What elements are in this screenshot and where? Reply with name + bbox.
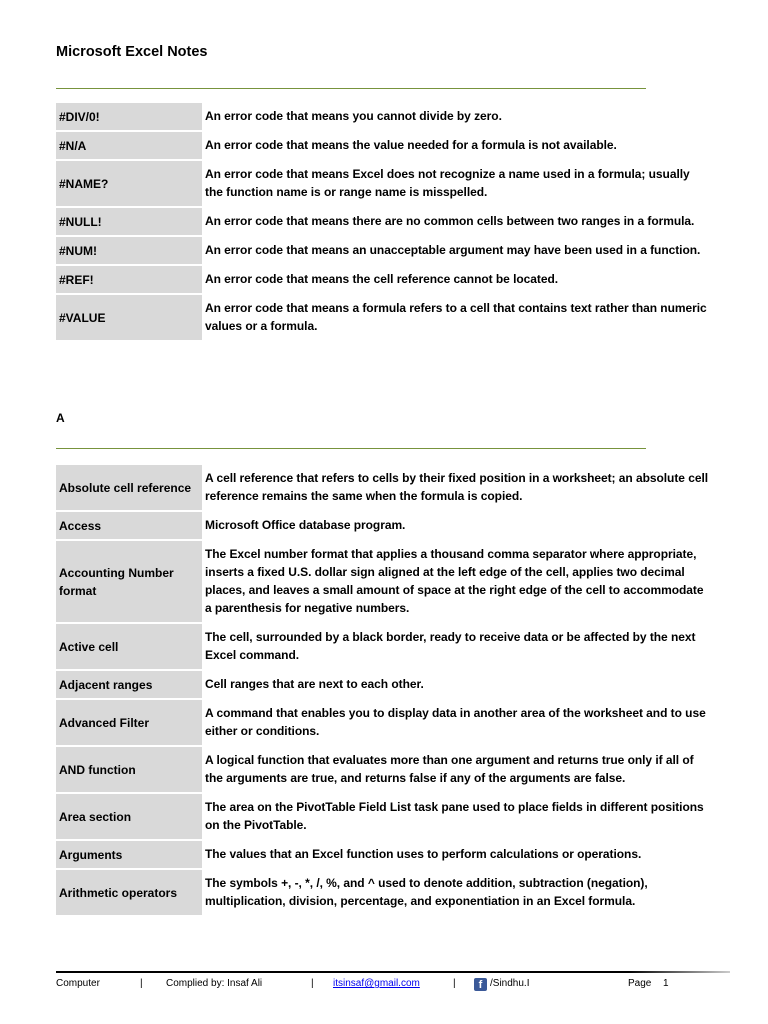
term-cell: Arithmetic operators (56, 870, 202, 917)
section-divider (56, 448, 646, 449)
term-cell: #NUM! (56, 237, 202, 266)
footer-social-handle: /Sindhu.I (490, 978, 530, 989)
definition-cell: An error code that means a formula refers to a cell that contains text rather than numeric values or a formula. (202, 295, 712, 342)
footer-subject: Computer (56, 978, 100, 989)
table-row (56, 266, 712, 295)
table-row (56, 700, 712, 747)
definition-cell: An error code that means you cannot divide by zero. (202, 103, 712, 132)
definition-cell: The values that an Excel function uses to perform calculations or operations. (202, 841, 712, 870)
table-row (56, 624, 712, 671)
footer-compiled-by: Complied by: Insaf Ali (166, 978, 263, 989)
definition-cell: The area on the PivotTable Field List task pane used to place fields in different positions on the PivotTable. (202, 794, 712, 841)
table-row (56, 132, 712, 161)
term-cell: Accounting Number format (56, 541, 202, 624)
table-row (56, 671, 712, 700)
table-row (56, 208, 712, 237)
term-cell: Area section (56, 794, 202, 841)
term-cell: Absolute cell reference (56, 465, 202, 512)
term-cell: AND function (56, 747, 202, 794)
term-cell: #DIV/0! (56, 103, 202, 132)
term-cell: Access (56, 512, 202, 541)
table-row (56, 512, 712, 541)
definition-cell: An error code that means there are no common cells between two ranges in a formula. (202, 208, 712, 237)
footer-separator: | (311, 978, 314, 989)
table-row (56, 237, 712, 266)
term-cell: #N/A (56, 132, 202, 161)
error-codes-body (56, 103, 712, 342)
table-row (56, 295, 712, 342)
footer-social[interactable] (474, 978, 529, 991)
footer-separator: | (453, 978, 456, 989)
table-row (56, 747, 712, 794)
term-cell: Active cell (56, 624, 202, 671)
table-row (56, 541, 712, 624)
definition-cell: An error code that means an unacceptable argument may have been used in a function. (202, 237, 712, 266)
footer-separator: | (140, 978, 143, 989)
table-row (56, 103, 712, 132)
definition-cell: The cell, surrounded by a black border, ready to receive data or be affected by the next Excel command. (202, 624, 712, 671)
error-codes-table (56, 103, 712, 342)
footer-page-label: Page (628, 978, 652, 989)
term-cell: #VALUE (56, 295, 202, 342)
definition-cell: Cell ranges that are next to each other. (202, 671, 712, 700)
definition-cell: The symbols +, -, *, /, %, and ^ used to denote addition, subtraction (negation), multiplication, division, percentage, and exponentiation in an Excel formula. (202, 870, 712, 917)
definition-cell: The Excel number format that applies a thousand comma separator where appropriate, inserts a fixed U.S. dollar sign aligned at the left edge of the cell, applies two decimal places, and leaves a small amount of space at the right edge of the cell to accommodate a parenthesis for negative numbers. (202, 541, 712, 624)
definition-cell: A command that enables you to display data in another area of the worksheet and to use either or conditions. (202, 700, 712, 747)
title-divider (56, 88, 646, 89)
footer-divider (56, 971, 730, 973)
glossary-table (56, 465, 712, 917)
table-row (56, 465, 712, 512)
section-heading: A (56, 411, 65, 425)
term-cell: #NULL! (56, 208, 202, 237)
footer-email-link[interactable]: itsinsaf@gmail.com (333, 978, 420, 989)
table-row (56, 794, 712, 841)
definition-cell: An error code that means Excel does not recognize a name used in a formula; usually the function name is or range name is misspelled. (202, 161, 712, 208)
term-cell: Advanced Filter (56, 700, 202, 747)
page-footer (56, 978, 716, 994)
term-cell: Adjacent ranges (56, 671, 202, 700)
definition-cell: Microsoft Office database program. (202, 512, 712, 541)
term-cell: Arguments (56, 841, 202, 870)
facebook-icon: f (474, 978, 487, 991)
term-cell: #NAME? (56, 161, 202, 208)
table-row (56, 870, 712, 917)
page-title: Microsoft Excel Notes (56, 44, 208, 60)
glossary-body (56, 465, 712, 917)
definition-cell: A cell reference that refers to cells by their fixed position in a worksheet; an absolute cell reference remains the same when the formula is copied. (202, 465, 712, 512)
footer-page-number: 1 (663, 978, 669, 989)
term-cell: #REF! (56, 266, 202, 295)
table-row (56, 161, 712, 208)
definition-cell: An error code that means the value needed for a formula is not available. (202, 132, 712, 161)
definition-cell: An error code that means the cell reference cannot be located. (202, 266, 712, 295)
definition-cell: A logical function that evaluates more than one argument and returns true only if all of the arguments are true, and returns false if any of the arguments are false. (202, 747, 712, 794)
table-row (56, 841, 712, 870)
